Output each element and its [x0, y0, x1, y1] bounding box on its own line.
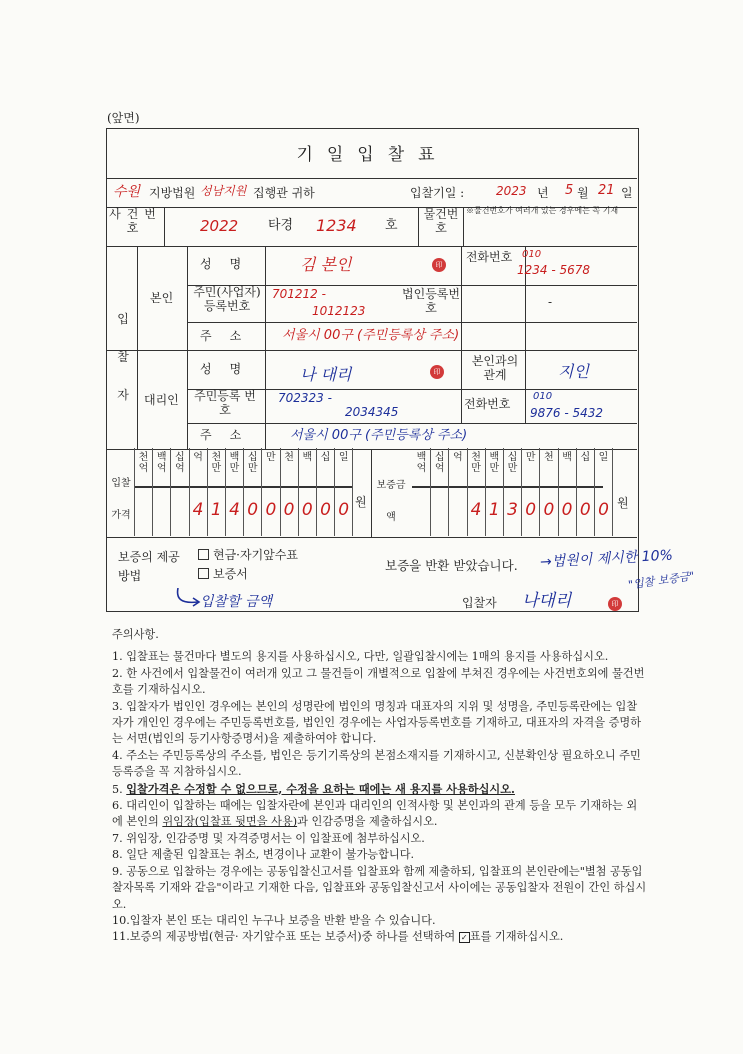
note-2: 2. 한 사건에서 입찰물건이 여러개 있고 그 물건들이 개별적으로 입찰에 부쳐진 경우에는 사건번호외에 물건번호를 기재하십시오.: [112, 666, 645, 697]
deposit-digit: 4: [470, 500, 482, 520]
agent-phone-1: 010: [533, 391, 553, 402]
instructions-heading: 주의사항.: [112, 628, 159, 641]
signer-label: 입찰자: [462, 596, 497, 610]
bid-price-label: 입찰가격: [111, 478, 131, 521]
case-year: 2022: [200, 217, 239, 235]
note-1: 1. 입찰표는 물건마다 별도의 용지를 사용하십시오, 다만, 일괄입찰시에는 1매의 용지를 사용하십시오.: [112, 650, 609, 664]
bid-day: 21: [598, 183, 615, 198]
deposit-digit: 0: [561, 500, 573, 520]
agent-id-1: 702323 -: [278, 391, 332, 405]
deposit-unit-label: 백만: [489, 452, 500, 474]
agent-relation-label: 본인과의 관계: [471, 354, 519, 382]
deposit-unit-label: 백억: [416, 452, 427, 474]
deposit-digit: 0: [598, 500, 609, 520]
cash-checkbox[interactable]: [198, 549, 209, 560]
principal-corp-value: -: [548, 295, 553, 309]
case-label: 사건번호: [109, 207, 162, 235]
bid-price-unit-label: 백억: [156, 452, 167, 474]
principal-seal: 印: [432, 258, 446, 272]
bid-price-unit-label: 천: [284, 452, 294, 463]
deposit-unit-label: 억: [453, 452, 463, 463]
property-note: ※물건번호가 여러개 있는 경우에는 꼭 기재: [466, 206, 619, 215]
agent-name: 나 대리: [300, 365, 352, 384]
instructions: [112, 627, 647, 946]
note-11: [112, 929, 647, 945]
bid-date-label: 입찰기일 :: [410, 186, 465, 200]
guarantee-checkbox[interactable]: [198, 568, 209, 579]
deposit-unit-label: 십억: [434, 452, 445, 474]
bid-price-digit: 1: [210, 500, 222, 520]
principal-name-label: 성명: [200, 257, 260, 271]
deposit-digit: 3: [507, 500, 518, 520]
annotation-deposit: →법원이 제시한 10%: [539, 547, 674, 571]
principal-address: 서울시 00구 (주민등록상 주소): [282, 328, 460, 343]
method-label: 보증의 제공방법: [118, 550, 180, 583]
bid-price-unit-label: 만: [266, 452, 276, 463]
case-unit: 호: [385, 218, 398, 233]
note-6: [112, 798, 647, 831]
deposit-unit-label: 백: [562, 452, 572, 463]
bid-price-digit: 0: [247, 500, 259, 520]
deposit-digit: 0: [579, 500, 591, 520]
option-guarantee[interactable]: [198, 568, 248, 582]
principal-corp-label: 법인등록번호: [402, 287, 460, 315]
note-6c: 과 인감증명을 제출하십시오.: [297, 815, 438, 829]
agent-id-2: 2034345: [345, 405, 399, 419]
deposit-unit-label: 십: [580, 452, 591, 463]
bid-year-unit: 년: [537, 186, 549, 200]
deposit-digit: 0: [525, 500, 537, 520]
court-label: 지방법원: [149, 186, 196, 200]
principal-label: 본인: [150, 291, 174, 305]
note-3: 3. 입찰자가 법인인 경우에는 본인의 성명란에 법인의 명칭과 대표자의 지위 및 성명을, 주민등록란에는 입찰자가 개인인 경우에는 주민등록번호를, 법인인 경우에는 사업자등록번호를 기재하고, 대표자의 자격을 증명하는 서면(법인의 등기사항증명서)을 제출하여야 합니다.: [112, 699, 641, 746]
case-type: 타경: [268, 218, 294, 233]
bid-price-unit-label: 일: [338, 452, 349, 463]
bid-day-unit: 일: [621, 186, 633, 200]
bid-price-unit-label: 백만: [229, 452, 240, 474]
principal-name: 김 본인: [300, 255, 352, 274]
agent-addr-label: 주소: [200, 428, 260, 442]
bid-price-unit-label: 십: [320, 452, 331, 463]
deposit-unit-label: 천만: [471, 452, 481, 474]
deposit-digit: 0: [543, 500, 555, 520]
agent-label: 대리인: [144, 393, 179, 407]
bid-price-unit-label: 십만: [247, 452, 258, 474]
note-4: 4. 주소는 주민등록상의 주소를, 법인은 등기기록상의 본점소재지를 기재하시고, 신분확인상 필요하오니 주민등록증을 꼭 지참하십시오.: [112, 748, 641, 779]
deposit-won: 원: [617, 496, 629, 510]
bid-month: 5: [565, 183, 574, 198]
bidder-label: 입찰자: [117, 312, 129, 402]
principal-addr-label: 주소: [200, 329, 260, 343]
principal-id-1: 701212 -: [272, 287, 326, 301]
principal-id-2: 1012123: [312, 304, 366, 318]
annotation-bid-amount: 입찰할 금액: [200, 594, 273, 610]
court-name: 수원: [113, 184, 141, 200]
note-6b: 위임장(입찰표 뒷면을 사용): [162, 815, 298, 829]
bid-price-digit: 0: [265, 500, 277, 520]
deposit-unit-label: 십만: [507, 452, 518, 474]
bid-price-unit-label: 십억: [175, 452, 185, 474]
principal-phone-1: 010: [522, 249, 542, 260]
deposit-unit-label: 천: [544, 452, 554, 463]
option-cash-label: 현금·자기앞수표: [213, 548, 298, 562]
return-text: 보증을 반환 받았습니다.: [385, 558, 518, 573]
note-11a: 11.보증의 제공방법(현금· 자기앞수표 또는 보증서)중 하나를 선택하여: [112, 930, 459, 944]
deposit-unit-label: 일: [598, 452, 609, 463]
price-won: 원: [355, 495, 367, 509]
principal-id-label: 주민(사업자) 등록번호: [193, 285, 261, 313]
bid-price-digit: 0: [320, 500, 331, 520]
branch-name: 성남지원: [200, 184, 247, 198]
note-5-text: 입찰가격은 수정할 수 없으므로, 수정을 요하는 때에는 새 용지를 사용하십시오.: [126, 781, 515, 796]
bid-price-digit: 4: [229, 500, 240, 520]
bid-price-unit-label: 천억: [138, 452, 149, 474]
principal-phone-label: 전화번호: [465, 250, 513, 264]
bid-price-digit: 0: [301, 500, 313, 520]
signer-name: 나대리: [522, 591, 572, 611]
note-7: 7. 위임장, 인감증명 및 자격증명서는 이 입찰표에 첨부하십시오.: [112, 831, 425, 845]
annotation-arrow-icon: [170, 588, 202, 612]
page-label: (앞면): [107, 111, 140, 125]
deposit-label: 보증금액: [376, 480, 406, 523]
agent-id-label: 주민등록 번호: [194, 389, 256, 417]
deposit-unit-label: 만: [525, 452, 536, 463]
principal-phone-2: 1234 - 5678: [517, 263, 591, 277]
note-5-num: 5.: [112, 782, 123, 796]
bid-price-digit: 4: [192, 500, 204, 520]
executor-label: 집행관 귀하: [253, 186, 315, 200]
agent-relation: 지인: [558, 362, 589, 381]
property-label: 물건번호: [423, 207, 459, 235]
note-11b: 표를 기재하십시오.: [469, 930, 564, 944]
agent-phone-label: 전화번호: [464, 397, 511, 411]
bid-month-unit: 월: [577, 186, 589, 200]
agent-address: 서울시 00구 (주민등록상 주소): [290, 428, 468, 443]
bid-price-unit-label: 천만: [211, 452, 222, 474]
bid-year: 2023: [496, 184, 527, 198]
agent-seal: 印: [430, 365, 444, 379]
form-title: 기일입찰표: [296, 145, 449, 165]
note-9: 9. 공동으로 입찰하는 경우에는 공동입찰신고서를 입찰표와 함께 제출하되, 입찰표의 본인란에는"별첨 공동입찰자목록 기재와 같음"이라고 기재한 다음, 입찰표와 공동입찰신고서 사이에는 공동입찰자 전원이 간인 하십시오.: [112, 864, 647, 911]
case-number: 1234: [316, 216, 357, 235]
bid-price-unit-label: 백: [302, 452, 313, 463]
agent-phone-2: 9876 - 5432: [530, 406, 604, 420]
bid-price-digit: 0: [338, 500, 350, 520]
agent-name-label: 성명: [200, 362, 260, 376]
option-guarantee-label: 보증서: [213, 567, 248, 581]
bid-price-unit-label: 억: [193, 452, 203, 463]
deposit-digit: 1: [488, 500, 500, 520]
bid-price-digit: 0: [283, 500, 295, 520]
note-5: [112, 781, 647, 798]
note-8: 8. 일단 제출된 입찰표는 취소, 변경이나 교환이 불가능합니다.: [112, 848, 415, 862]
note-10: 10.입찰자 본인 또는 대리인 누구나 보증을 반환 받을 수 있습니다.: [112, 913, 436, 927]
annotation-deposit-2: "입찰 보증금": [627, 569, 696, 592]
option-cash[interactable]: [198, 549, 298, 563]
checkbox-mark-icon: ✓: [459, 932, 470, 943]
signer-seal: 印: [608, 597, 622, 611]
note-6a: 6. 대리인이 입찰하는 때에는 입찰자란에 본인과 대리인의 인적사항 및 본인과의 관계 등을 모두 기재하는 외에 본인의: [112, 799, 638, 829]
